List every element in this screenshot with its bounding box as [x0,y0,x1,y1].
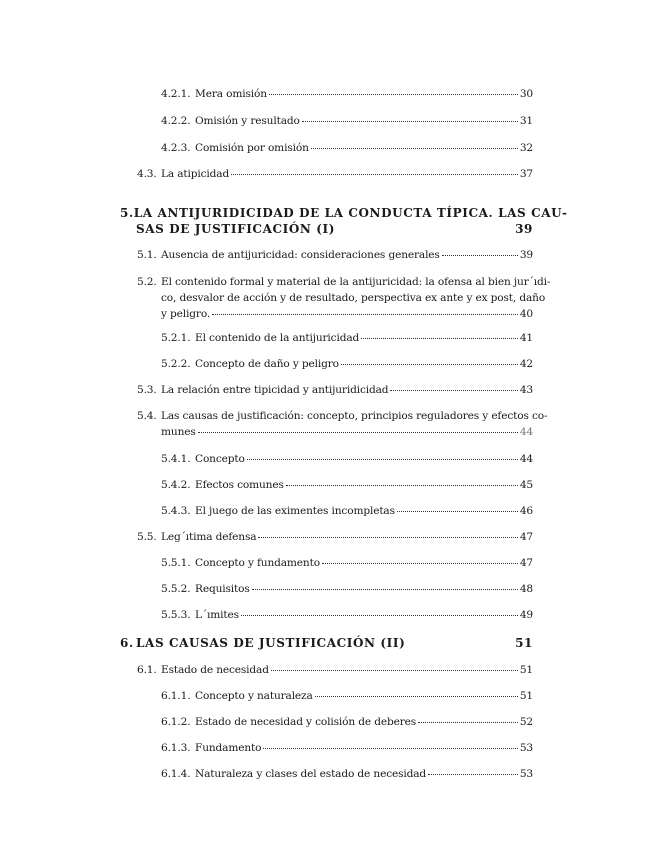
leader-dots [247,459,518,460]
entry-title-line1: Las causas de justificación: concepto, principios reguladores y efectos co- [161,410,548,422]
leader-dots [361,338,518,339]
entry-page: 52 [519,716,533,728]
toc-entry [161,477,533,493]
entry-title: Efectos comunes [195,479,284,491]
leader-dots [212,314,518,315]
leader-dots [311,148,518,149]
entry-page: 47 [519,531,533,543]
toc-entry [161,140,533,156]
entry-page: 37 [519,168,533,180]
leader-dots [271,670,518,671]
entry-page: 51 [519,690,533,702]
leader-dots [322,563,518,564]
entry-page: 44 [519,453,533,465]
entry-title-line2: munes [161,426,196,438]
entry-title: Estado de necesidad [161,664,269,676]
chapter-heading [120,205,568,237]
entry-number: 4.3. [137,168,157,180]
entry-number: 5.5. [137,531,157,543]
toc-entry [137,529,533,545]
entry-number: 6.1. [137,664,157,676]
leader-dots [263,748,517,749]
entry-title: El contenido de la antijuricidad [195,332,360,344]
entry-title: La relación entre tipicidad y antijuridicidad [161,384,389,396]
entry-page: 48 [519,583,533,595]
entry-number: 5.5.1. [161,557,191,569]
entry-page: 32 [519,142,533,154]
entry-page: 49 [519,609,533,621]
entry-page: 53 [519,742,533,754]
entry-number: 5.2.2. [161,358,191,370]
entry-title: Estado de necesidad y colisión de deberes [195,716,417,728]
chapter-page: 51 [515,636,533,650]
toc-entry [161,766,533,782]
entry-title: L´ımites [195,609,239,621]
entry-title: Concepto y fundamento [195,557,320,569]
entry-number: 6.1.1. [161,690,191,702]
toc-entry [161,714,533,730]
entry-title: Concepto de daño y peligro [195,358,339,370]
entry-number: 6.1.4. [161,768,191,780]
leader-dots [341,364,518,365]
leader-dots [418,722,518,723]
entry-title: Leg´ıtima defensa [161,531,257,543]
leader-dots [269,94,518,95]
toc-entry [161,451,533,467]
leader-dots [286,485,518,486]
entry-number: 4.2.2. [161,115,191,127]
leader-dots [442,255,518,256]
toc-entry [161,581,533,597]
leader-dots [258,537,517,538]
leader-dots [231,174,518,175]
entry-title: El juego de las eximentes incompletas [195,505,395,517]
entry-title: Ausencia de antijuricidad: consideraciones generales [161,249,440,261]
entry-number: 5.5.2. [161,583,191,595]
entry-page: 41 [519,332,533,344]
entry-page: 47 [519,557,533,569]
entry-title: Concepto y naturaleza [195,690,313,702]
toc-entry [161,86,533,102]
leader-dots [302,121,518,122]
entry-number: 4.2.3. [161,142,191,154]
toc-entry [161,688,533,704]
entry-page: 39 [519,249,533,261]
leader-dots [390,390,517,391]
chapter-heading [120,635,533,651]
entry-number: 5.2.1. [161,332,191,344]
entry-number: 5.4. [137,410,157,422]
entry-number: 5.1. [137,249,157,261]
entry-page: 51 [519,664,533,676]
toc-entry [137,247,533,263]
leader-dots [198,432,518,433]
leader-dots [315,696,518,697]
leader-dots [252,589,518,590]
entry-number: 6.1.2. [161,716,191,728]
toc-entry [161,503,533,519]
entry-page: 43 [519,384,533,396]
entry-number: 5.4.1. [161,453,191,465]
entry-number: 5.5.3. [161,609,191,621]
chapter-number: 5. [120,206,134,220]
entry-number: 5.4.2. [161,479,191,491]
toc-entry [161,555,533,571]
entry-page: 46 [519,505,533,517]
entry-title: La atipicidad [161,168,230,180]
chapter-number: 6. [120,636,134,650]
entry-page: 42 [519,358,533,370]
entry-page: 30 [519,88,533,100]
entry-page: 40 [519,308,533,320]
toc-entry [161,356,533,372]
entry-title-line1: El contenido formal y material de la antijuricidad: la ofensa al bien jur´ıdi- [161,276,551,288]
entry-title-line2: co, desvalor de acción y de resultado, perspectiva ex ante y ex post, daño [161,292,546,304]
entry-title: Naturaleza y clases del estado de necesidad [195,768,427,780]
leader-dots [397,511,518,512]
chapter-page: 39 [515,222,533,236]
leader-dots [428,774,518,775]
entry-title: Comisión por omisión [195,142,309,154]
entry-page: 31 [519,115,533,127]
toc-entry [137,382,533,398]
entry-title: Fundamento [195,742,262,754]
entry-number: 6.1.3. [161,742,191,754]
entry-title: Omisión y resultado [195,115,300,127]
entry-page: 53 [519,768,533,780]
entry-title-line3: y peligro. [161,308,211,320]
entry-number: 5.4.3. [161,505,191,517]
entry-page: 44 [519,426,533,438]
chapter-title: LAS CAUSAS DE JUSTIFICACIÓN (II) [136,636,406,650]
leader-dots [241,615,518,616]
entry-number: 5.3. [137,384,157,396]
toc-entry [137,274,551,322]
entry-number: 4.2.1. [161,88,191,100]
toc-entry [161,607,533,623]
toc-entry [161,113,533,129]
toc-entry [137,166,533,182]
toc-entry [161,740,533,756]
entry-title: Concepto [195,453,245,465]
toc-entry [161,330,533,346]
entry-title: Mera omisión [195,88,267,100]
toc-entry [137,662,533,678]
chapter-title-line1: LA ANTIJURIDICIDAD DE LA CONDUCTA TÍPICA. LAS CAU- [133,206,568,220]
entry-page: 45 [519,479,533,491]
chapter-title-line2: SAS DE JUSTIFICACIÓN (I) [136,222,336,236]
toc-entry [137,408,548,440]
entry-title: Requisitos [195,583,250,595]
entry-number: 5.2. [137,276,157,288]
